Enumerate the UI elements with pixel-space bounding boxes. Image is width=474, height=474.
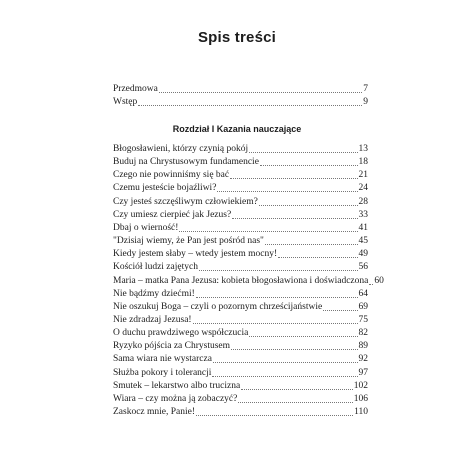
entry-page-number: 64: [358, 288, 368, 299]
toc-entry: [113, 235, 368, 247]
entry-page-number: 92: [358, 354, 368, 365]
entry-title: Buduj na Chrystusowym fundamencie: [113, 157, 259, 168]
dot-leader: [212, 375, 357, 377]
dot-leader: [217, 190, 357, 192]
entry-page-number: 75: [358, 314, 368, 325]
entry-page-number: 110: [354, 407, 368, 417]
entry-title: Czy jesteś szczęśliwym człowiekiem?: [113, 196, 258, 207]
toc-entry: [113, 380, 368, 392]
entry-title: Wiara – czy można ją zobaczyć?: [113, 393, 238, 404]
entry-title: Ryzyko pójścia za Chrystusem: [113, 341, 231, 352]
dot-leader: [193, 322, 358, 324]
dot-leader: [196, 414, 353, 416]
section-heading: Rozdział I Kazania nauczające: [172, 124, 302, 134]
toc-entry: [113, 96, 368, 108]
dot-leader: [278, 256, 357, 258]
toc-entry: [113, 353, 368, 365]
dot-leader: [369, 283, 373, 285]
dot-leader: [259, 204, 358, 206]
entry-title: Sama wiara nie wystarcza: [113, 354, 212, 365]
toc-entry: [113, 301, 368, 313]
dot-leader: [323, 309, 357, 311]
entry-page-number: 24: [358, 183, 368, 194]
dot-leader: [232, 217, 357, 219]
entry-page-number: 33: [358, 209, 368, 220]
toc-entry: [113, 261, 368, 273]
entry-title: O duchu prawdziwego współczucia: [113, 328, 249, 339]
entry-title: "Dzisiaj wiemy, że Pan jest pośród nas": [113, 236, 264, 247]
dot-leader: [260, 164, 358, 166]
entry-page-number: 9: [363, 96, 368, 107]
entry-page-number: 13: [358, 144, 368, 154]
toc-entry: [113, 169, 368, 181]
toc-entry: [113, 248, 368, 260]
entry-page-number: 7: [363, 84, 368, 94]
entry-page-number: 56: [358, 262, 368, 273]
entry-page-number: 60: [374, 275, 384, 286]
entry-title: Kiedy jestem słaby – wtedy jestem mocny!: [113, 249, 278, 260]
entry-page-number: 97: [358, 367, 368, 378]
toc-entry: [113, 156, 368, 168]
toc-entry: [113, 327, 368, 339]
entry-page-number: 41: [358, 222, 368, 233]
entry-title: Nie bądźmy dziećmi!: [113, 288, 195, 299]
entry-title: Przedmowa: [113, 84, 158, 94]
entry-page-number: 28: [358, 196, 368, 207]
toc-entry: [113, 393, 368, 405]
dot-leader: [238, 401, 352, 403]
entry-page-number: 102: [353, 380, 368, 391]
entry-title: Zaskocz mnie, Panie!: [113, 407, 196, 417]
dot-leader: [138, 104, 362, 106]
entry-page-number: 45: [358, 236, 368, 247]
toc-entry: [113, 275, 384, 287]
entry-page-number: 49: [358, 249, 368, 260]
entry-page-number: 89: [358, 341, 368, 352]
dot-leader: [179, 230, 357, 232]
entry-page-number: 106: [353, 393, 368, 404]
entry-page-number: 18: [358, 157, 368, 168]
entry-title: Czy umiesz cierpieć jak Jezus?: [113, 209, 232, 220]
dot-leader: [249, 335, 357, 337]
entry-title: Czego nie powinniśmy się bać: [113, 170, 230, 181]
toc-entry: [113, 196, 368, 208]
entry-title: Smutek – lekarstwo albo trucizna: [113, 380, 241, 391]
toc-entry: [113, 406, 368, 418]
entry-title: Błogosławieni, którzy czynią pokój: [113, 144, 249, 154]
dot-leader: [265, 243, 358, 245]
dot-leader: [159, 91, 362, 93]
entry-title: Nie zdradzaj Jezusa!: [113, 314, 192, 325]
entry-title: Dbaj o wierność!: [113, 222, 179, 233]
entry-page-number: 69: [358, 301, 368, 312]
dot-leader: [213, 361, 358, 363]
entry-page-number: 82: [358, 328, 368, 339]
toc-entry: [113, 83, 368, 95]
toc-entry: [113, 182, 368, 194]
toc-entry: [113, 222, 368, 234]
toc-entry: [113, 340, 368, 352]
dot-leader: [249, 151, 357, 153]
entry-title: Służba pokory i tolerancji: [113, 367, 212, 378]
entry-page-number: 21: [358, 170, 368, 181]
dot-leader: [230, 177, 357, 179]
entry-title: Czemu jesteście bojaźliwi?: [113, 183, 217, 194]
toc-entry: [113, 314, 368, 326]
dot-leader: [231, 348, 357, 350]
dot-leader: [199, 269, 358, 271]
entry-title: Nie oszukuj Boga – czyli o pozornym chrześcijaństwie: [113, 301, 323, 312]
toc-entry: [113, 367, 368, 379]
entry-title: Maria – matka Pana Jezusa: kobieta błogosławiona i doświadczona: [113, 275, 369, 286]
toc-entry: [113, 143, 368, 155]
page-title: Spis treści: [197, 29, 277, 46]
entry-title: Kościół ludzi zajętych: [113, 262, 198, 273]
dot-leader: [241, 388, 353, 390]
toc-entry: [113, 288, 368, 300]
entry-title: Wstęp: [113, 96, 138, 107]
toc-entry: [113, 209, 368, 221]
dot-leader: [196, 296, 358, 298]
